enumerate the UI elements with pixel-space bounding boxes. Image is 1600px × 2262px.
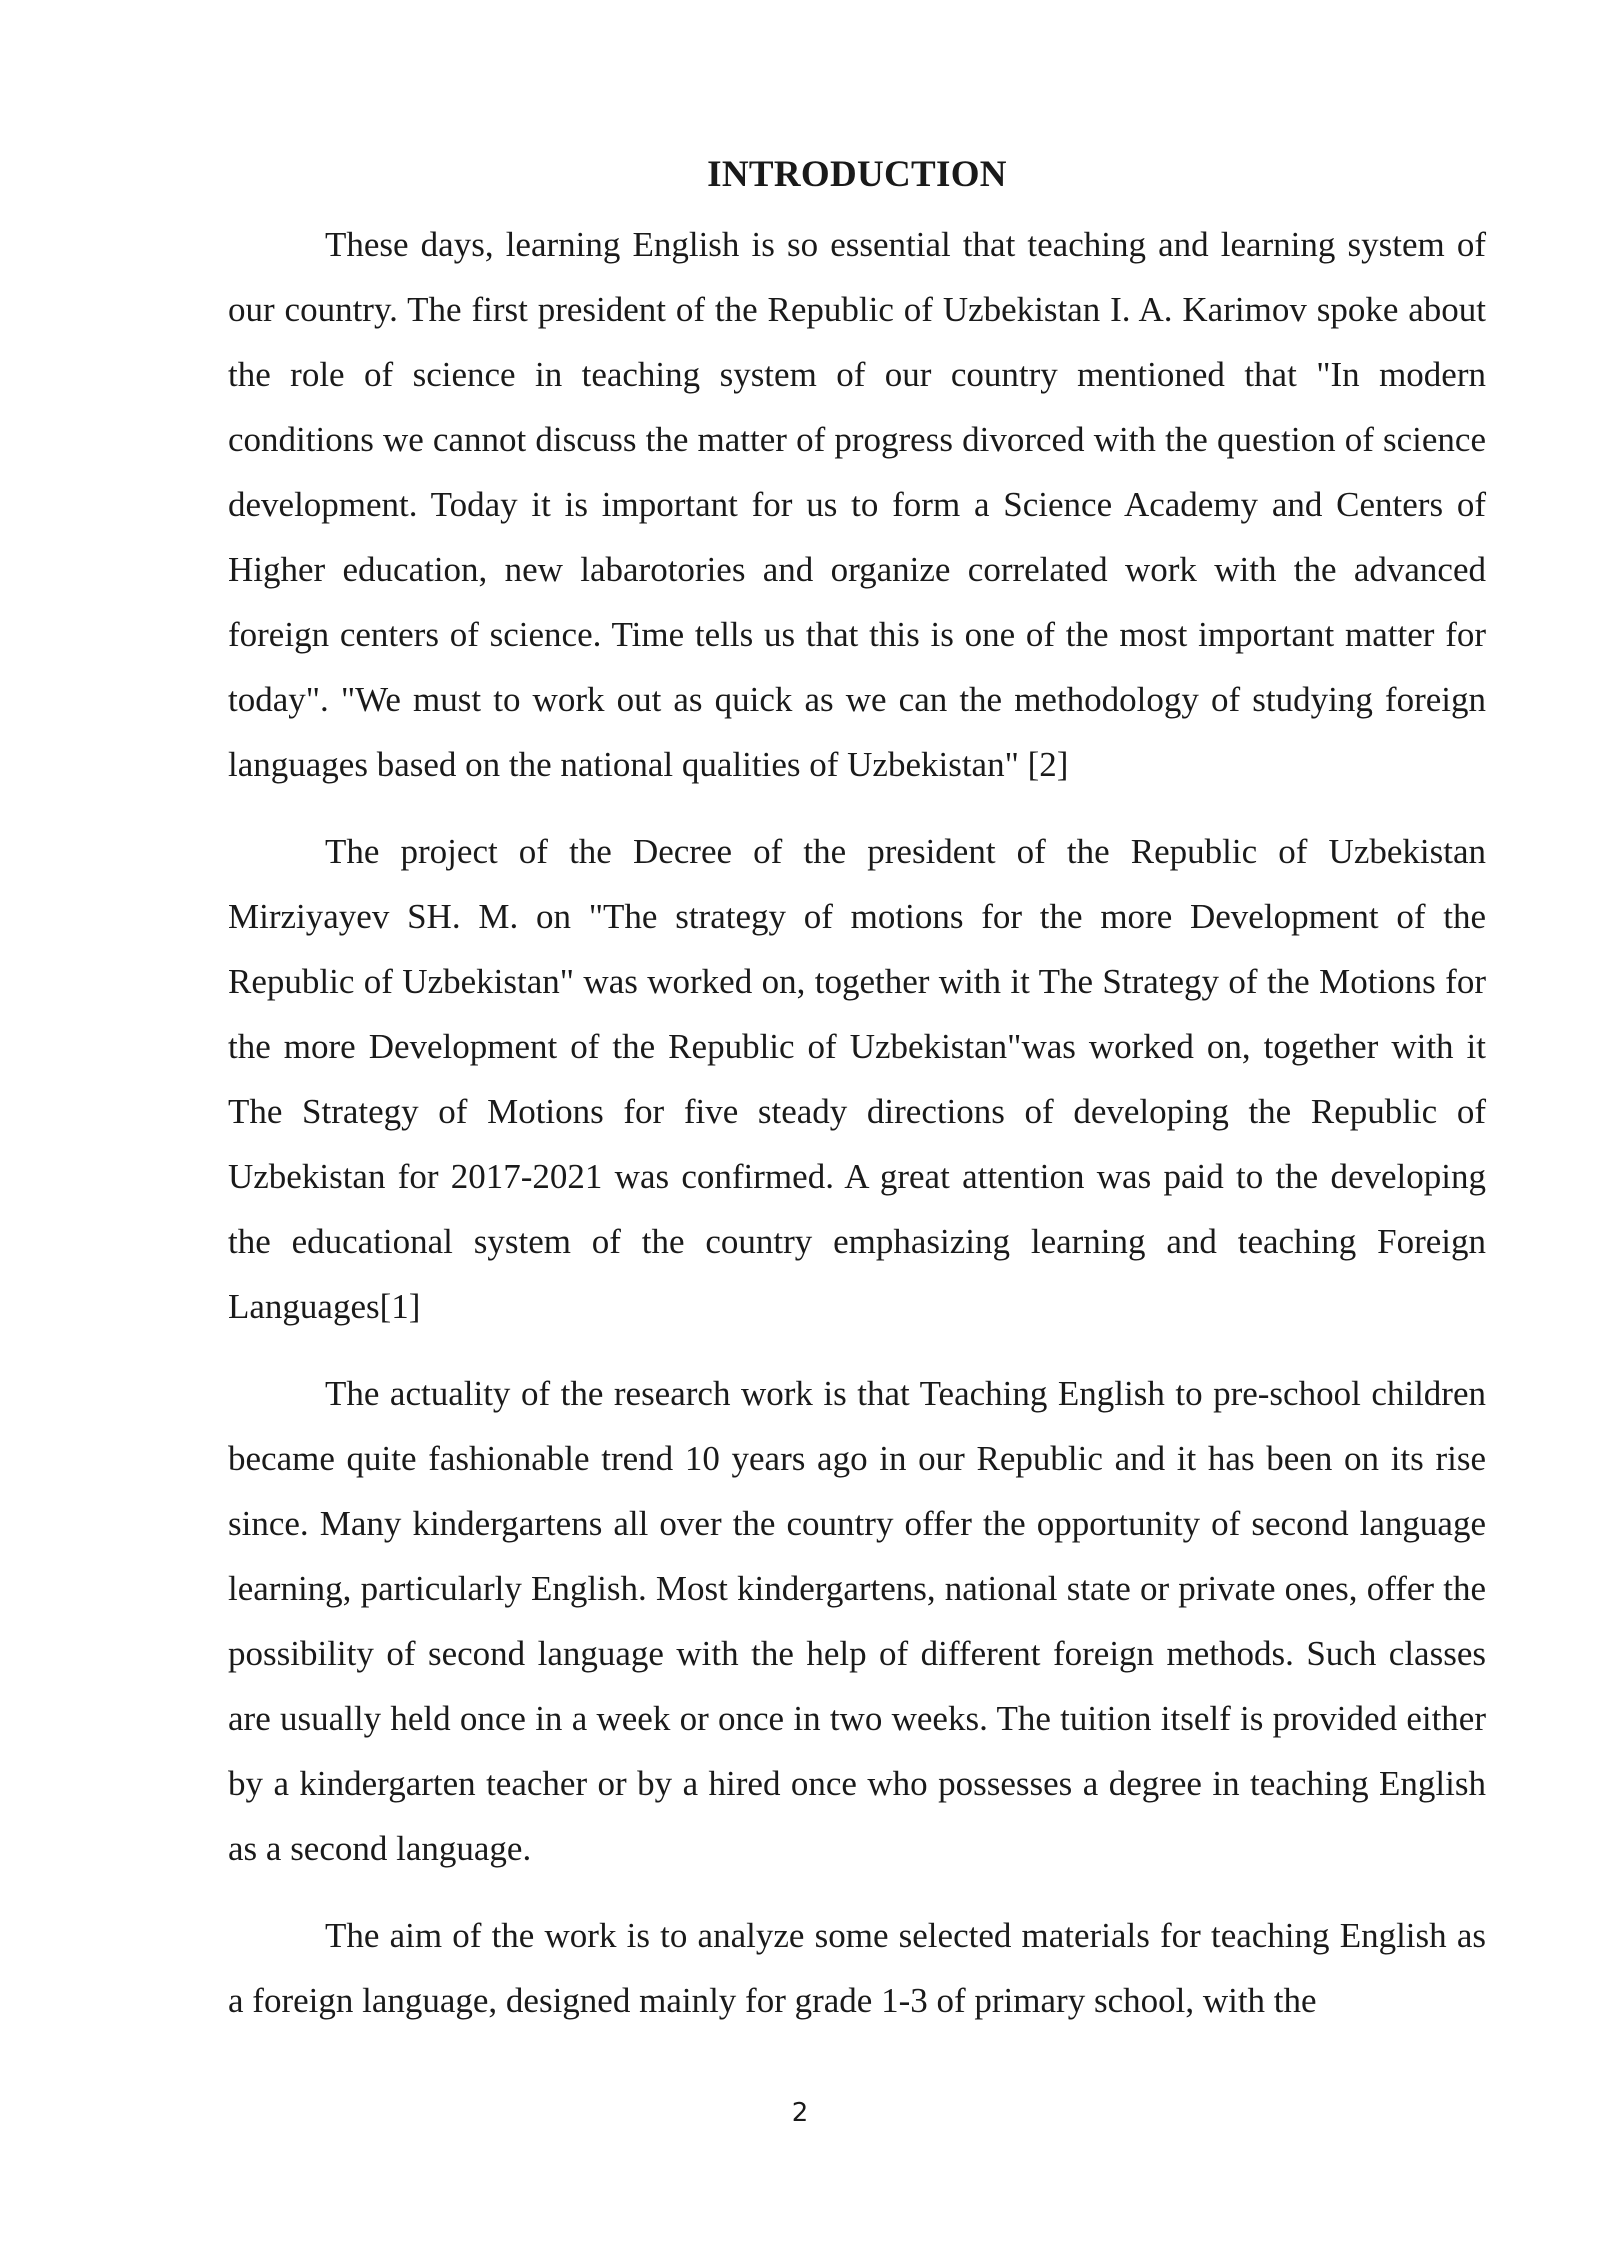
page-content <box>228 150 1486 2055</box>
section-heading: INTRODUCTION <box>707 154 1007 195</box>
paragraph-2: The project of the Decree of the president of the Republic of Uzbekistan Mirziyayev SH. M. on "The strategy of motions for the more Development of the Republic of Uzbekistan" was worked on, together with it The Strategy of the Motions for the more Development of the Republic of Uzbekistan"was worked on, together with it The Strategy of Motions for five steady directions of developing the Republic of Uzbekistan for 2017-2021 was confirmed. A great attention was paid to the developing the educational system of the country emphasizing learning and teaching Foreign Languages[1] <box>228 832 1486 1326</box>
page-number: 2 <box>791 2098 809 2128</box>
paragraph-3: The actuality of the research work is that Teaching English to pre-school children became quite fashionable trend 10 years ago in our Republic and it has been on its rise since. Many kindergartens all over the country offer the opportunity of second language learning, particularly English. Most kindergartens, national state or private ones, offer the possibility of second language with the help of different foreign methods. Such classes are usually held once in a week or once in two weeks. The tuition itself is provided either by a kindergarten teacher or by a hired once who possesses a degree in teaching English as a second language. <box>228 1374 1486 1868</box>
paragraph-4: The aim of the work is to analyze some selected materials for teaching English as a foreign language, designed mainly for grade 1-3 of primary school, with the <box>228 1916 1486 2020</box>
paragraph-1: These days, learning English is so essential that teaching and learning system of our country. The first president of the Republic of Uzbekistan I. A. Karimov spoke about the role of science in teaching system of our country mentioned that "In modern conditions we cannot discuss the matter of progress divorced with the question of science development. Today it is important for us to form a Science Academy and Centers of Higher education, new labarotories and organize correlated work with the advanced foreign centers of science. Time tells us that this is one of the most important matter for today". "We must to work out as quick as we can the methodology of studying foreign languages based on the national qualities of Uzbekistan" [2] <box>228 225 1486 784</box>
